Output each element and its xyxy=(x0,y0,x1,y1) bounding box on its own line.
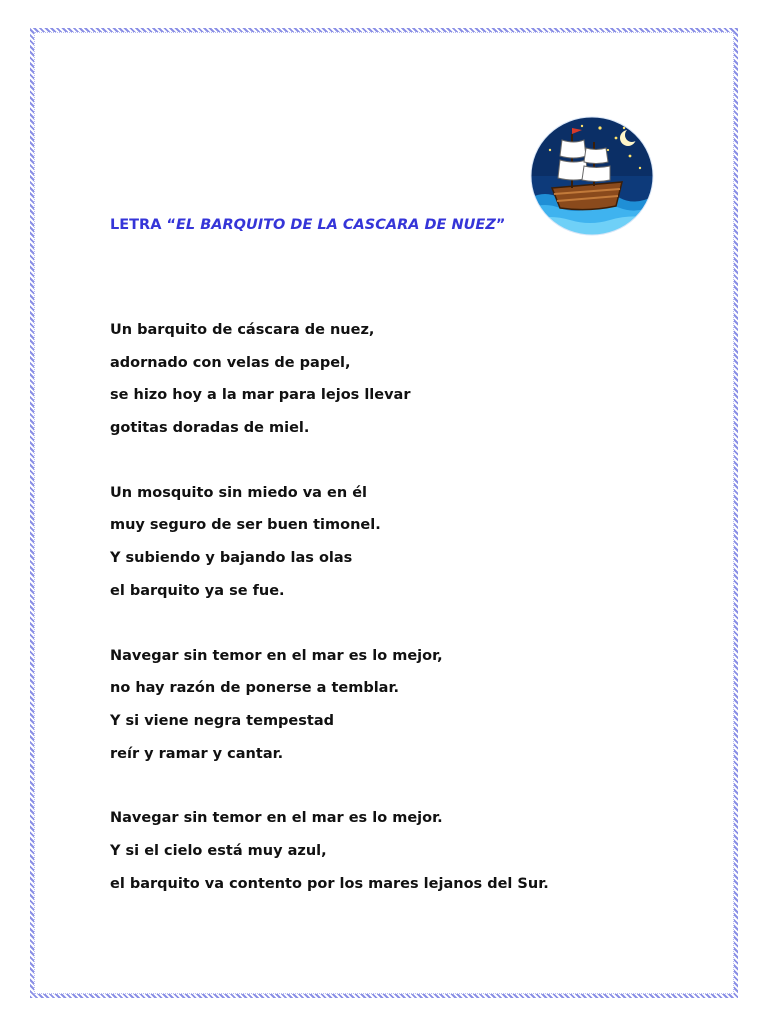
poem-line: adornado con velas de papel, xyxy=(110,354,351,371)
poem-line: no hay razón de ponerse a temblar. xyxy=(110,680,400,697)
title-suffix: ” xyxy=(495,217,506,233)
stanza-4 xyxy=(110,802,670,900)
poem-line: Un barquito de cáscara de nuez, xyxy=(110,322,375,338)
poem-line: gotitas doradas de miel. xyxy=(110,420,310,437)
poem-line: Y si viene negra tempestad xyxy=(110,712,334,729)
poem-body xyxy=(110,314,670,932)
title-italic: EL BARQUITO DE LA CASCARA DE NUEZ xyxy=(176,217,496,233)
stanza-2 xyxy=(110,477,670,608)
poem-line: Un mosquito sin miedo va en él xyxy=(110,484,368,501)
poem-line: muy seguro de ser buen timonel. xyxy=(110,517,381,534)
page-title xyxy=(110,217,505,233)
poem-line: reír y ramar y cantar. xyxy=(110,745,284,762)
poem-line: Y si el cielo está muy azul, xyxy=(110,842,327,859)
poem-line: se hizo hoy a la mar para lejos llevar xyxy=(110,387,411,404)
ship-at-night-icon xyxy=(530,116,654,236)
title-prefix: LETRA “ xyxy=(110,217,177,233)
stanza-1 xyxy=(110,314,670,445)
poem-line: Navegar sin temor en el mar es lo mejor. xyxy=(110,810,443,827)
stanza-3 xyxy=(110,640,670,771)
poem-line: el barquito va contento por los mares lejanos del Sur. xyxy=(110,875,549,892)
poem-line: Y subiendo y bajando las olas xyxy=(110,550,353,567)
poem-line: Navegar sin temor en el mar es lo mejor, xyxy=(110,647,443,664)
poem-line: el barquito ya se fue. xyxy=(110,582,285,599)
